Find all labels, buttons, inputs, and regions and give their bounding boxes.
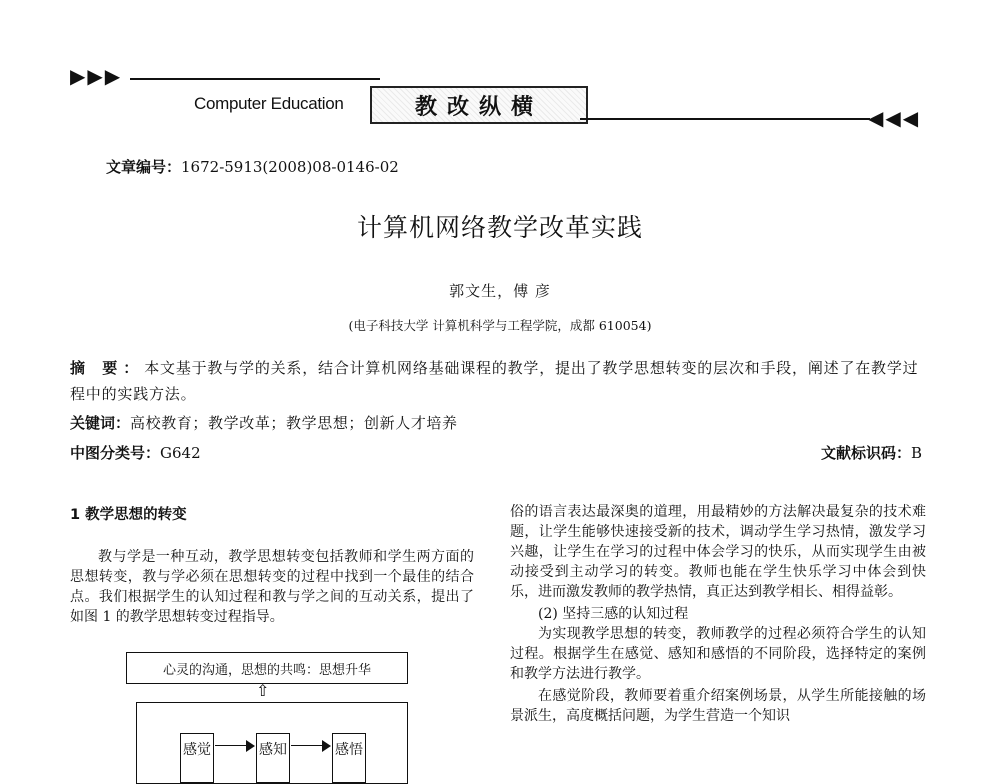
column-name: 教改纵横: [414, 94, 543, 120]
keywords-text: 高校教育；教学改革；教学思想；创新人才培养: [130, 414, 458, 432]
column-badge: [370, 86, 588, 124]
section-heading: 1 教学思想的转变: [70, 507, 187, 523]
document-code-label: 文献标识码：: [820, 444, 911, 462]
left-paragraph: 教与学是一种互动，教学思想转变包括教师和学生两方面的思想转变，教与学必须在思想转变的过程中找到一个最佳的结合点。我们根据学生的认知过程和教与学之间的互动关系，提出了如图 1 的教学思想转变过程指导。: [70, 549, 474, 625]
paper-authors: 郭文生，傅 彦: [449, 282, 551, 300]
left-column: [70, 505, 474, 627]
diagram-up-arrow: ⇧: [256, 681, 270, 700]
diagram-box-perception: 感知: [256, 733, 290, 783]
left-arrows-ornament: ▶▶▶: [70, 64, 123, 88]
diagram-arrow-2: [291, 740, 331, 752]
diagram-box-sensation: 感觉: [180, 733, 214, 783]
abstract-label: 摘 要：: [70, 359, 145, 377]
keywords: [70, 412, 458, 433]
document-code: [821, 442, 922, 463]
paper-title: 计算机网络教学改革实践: [356, 213, 643, 242]
article-number-label: 文章编号：: [106, 158, 182, 176]
article-number-value: 1672-5913(2008)08-0146-02: [181, 158, 399, 176]
diagram-top-box: [126, 652, 408, 684]
diagram-arrow-1: [215, 740, 255, 752]
right-arrows-ornament: ◀◀◀: [868, 106, 921, 130]
clc-value: G642: [160, 444, 201, 462]
author-affiliation: (电子科技大学 计算机科学与工程学院，成都 610054): [348, 318, 652, 333]
right-paragraph-3: 在感觉阶段，教师要着重介绍案例场景，从学生所能接触的场景派生，高度概括问题，为学生营造一个知识: [510, 688, 926, 724]
header-rule-top: [130, 78, 380, 80]
document-code-value: B: [910, 444, 922, 462]
right-column: [510, 502, 926, 726]
clc-label: 中图分类号：: [70, 444, 161, 462]
article-number: [106, 156, 399, 177]
right-subheading: (2) 坚持三感的认知过程: [538, 606, 689, 622]
header-rule-bottom: [580, 118, 870, 120]
keywords-label: 关键词：: [70, 414, 131, 432]
abstract: [70, 355, 930, 407]
journal-name: Computer Education: [194, 94, 344, 113]
right-paragraph-1: 俗的语言表达最深奥的道理，用最精妙的方法解决最复杂的技术难题，让学生能够快速接受新的技术，调动学生学习热情，激发学习兴趣，让学生在学习的过程中体会学习的快乐，从而实现学生由被动接受到主动学习的转变。教师也能在学生快乐学习中体会到快乐，进而激发教师的教学热情，真正达到教学相长、相得益彰。: [510, 504, 926, 600]
diagram-box-insight: 感悟: [332, 733, 366, 783]
diagram-top-label: 心灵的沟通，思想的共鸣：思想升华: [162, 662, 371, 678]
right-paragraph-2: 为实现教学思想的转变，教师教学的过程必须符合学生的认知过程。根据学生在感觉、感知和感悟的不同阶段，选择特定的案例和教学方法进行教学。: [510, 626, 926, 682]
clc-number: [70, 442, 201, 463]
abstract-text: 本文基于教与学的关系，结合计算机网络基础课程的教学，提出了教学思想转变的层次和手段，阐述了在教学过程中的实践方法。: [70, 359, 919, 403]
